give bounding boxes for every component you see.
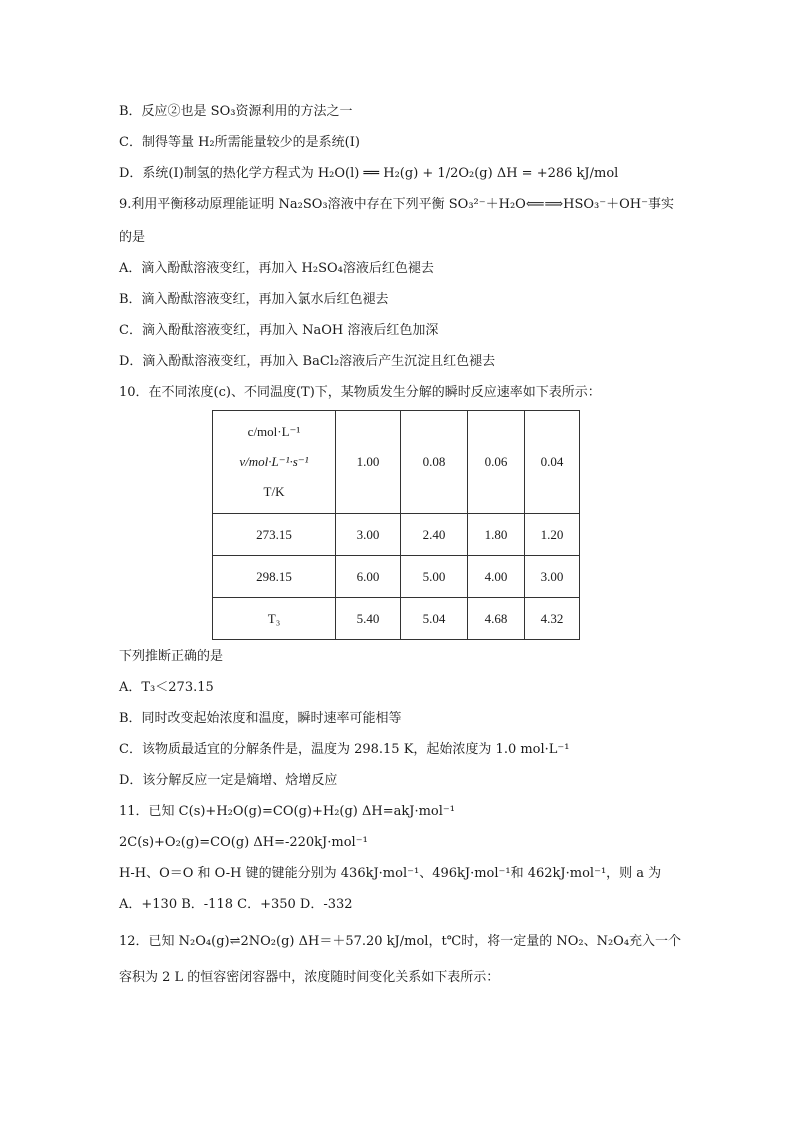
- question-11-stem: H-H、O＝O 和 O-H 键的键能分别为 436kJ·mol⁻¹、496kJ·mol⁻¹和 462kJ·mol⁻¹，则 a 为: [119, 866, 662, 881]
- rate-table: [212, 410, 580, 640]
- table-row: [213, 514, 580, 556]
- option-c-q8: C．制得等量 H₂所需能量较少的是系统(I): [119, 135, 360, 150]
- table-header-row: [213, 411, 580, 514]
- header-value: 0.06: [468, 411, 525, 514]
- question-11-options: A．+130 B．-118 C．+350 D．-332: [119, 897, 353, 912]
- option-c-q9: C．滴入酚酞溶液变红，再加入 NaOH 溶液后红色加深: [119, 323, 439, 338]
- question-12-stem-cont: 容积为 2 L 的恒容密闭容器中，浓度随时间变化关系如下表所示：: [119, 970, 500, 985]
- table-cell: 3.00: [336, 514, 401, 556]
- question-10-prompt: 下列推断正确的是: [119, 649, 224, 664]
- question-9-stem-cont: 的是: [119, 230, 146, 245]
- option-d-q8: D．系统(I)制氢的热化学方程式为 H₂O(l) ══ H₂(g) + 1/2O₂(g) ΔH = +286 kJ/mol: [119, 166, 619, 181]
- option-a-q9: A．滴入酚酞溶液变红，再加入 H₂SO₄溶液后红色褪去: [119, 261, 434, 276]
- table-cell: 273.15: [213, 514, 336, 556]
- header-value: 1.00: [336, 411, 401, 514]
- option-b-q8: B．反应②也是 SO₃资源利用的方法之一: [119, 104, 353, 119]
- question-11-eq2: 2C(s)+O₂(g)=CO(g) ΔH=-220kJ·mol⁻¹: [119, 835, 368, 850]
- question-9-stem: 9.利用平衡移动原理能证明 Na₂SO₃溶液中存在下列平衡 SO₃²⁻＋H₂O⟸⟹HSO₃⁻＋OH⁻事实: [119, 197, 674, 212]
- option-a-q10: A．T₃＜273.15: [119, 680, 214, 695]
- option-b-q10: B．同时改变起始浓度和温度，瞬时速率可能相等: [119, 711, 402, 726]
- table-row: [213, 556, 580, 598]
- question-11-eq1: 11．已知 C(s)+H₂O(g)=CO(g)+H₂(g) ΔH=akJ·mol⁻¹: [119, 804, 455, 819]
- header-c-label: c/mol·L⁻¹: [247, 424, 301, 439]
- table-cell: 5.40: [336, 598, 401, 640]
- table-cell: 2.40: [401, 514, 468, 556]
- table-cell: 4.00: [468, 556, 525, 598]
- option-b-q9: B．滴入酚酞溶液变红，再加入氯水后红色褪去: [119, 292, 389, 307]
- table-cell: 1.80: [468, 514, 525, 556]
- table-cell: 4.68: [468, 598, 525, 640]
- table-header-cell: [213, 411, 336, 514]
- table-cell: T₃: [213, 598, 336, 640]
- option-d-q9: D．滴入酚酞溶液变红，再加入 BaCl₂溶液后产生沉淀且红色褪去: [119, 354, 496, 369]
- option-c-q10: C．该物质最适宜的分解条件是，温度为 298.15 K，起始浓度为 1.0 mol·L⁻¹: [119, 742, 570, 757]
- table-row: [213, 598, 580, 640]
- table-cell: 4.32: [525, 598, 580, 640]
- table-cell: 5.00: [401, 556, 468, 598]
- table-cell: 5.04: [401, 598, 468, 640]
- table-cell: 6.00: [336, 556, 401, 598]
- header-value: 0.04: [525, 411, 580, 514]
- table-cell: 1.20: [525, 514, 580, 556]
- header-v-label: v/mol·L⁻¹·s⁻¹: [239, 454, 309, 469]
- header-value: 0.08: [401, 411, 468, 514]
- question-12-stem: 12．已知 N₂O₄(g)⇌2NO₂(g) ΔH＝＋57.20 kJ/mol，t℃时，将一定量的 NO₂、N₂O₄充入一个: [119, 934, 682, 949]
- option-d-q10: D．该分解反应一定是熵增、焓增反应: [119, 773, 338, 788]
- table-cell: 298.15: [213, 556, 336, 598]
- header-t-label: T/K: [263, 484, 285, 499]
- question-10-stem: 10．在不同浓度(c)、不同温度(T)下，某物质发生分解的瞬时反应速率如下表所示：: [119, 385, 601, 400]
- table-cell: 3.00: [525, 556, 580, 598]
